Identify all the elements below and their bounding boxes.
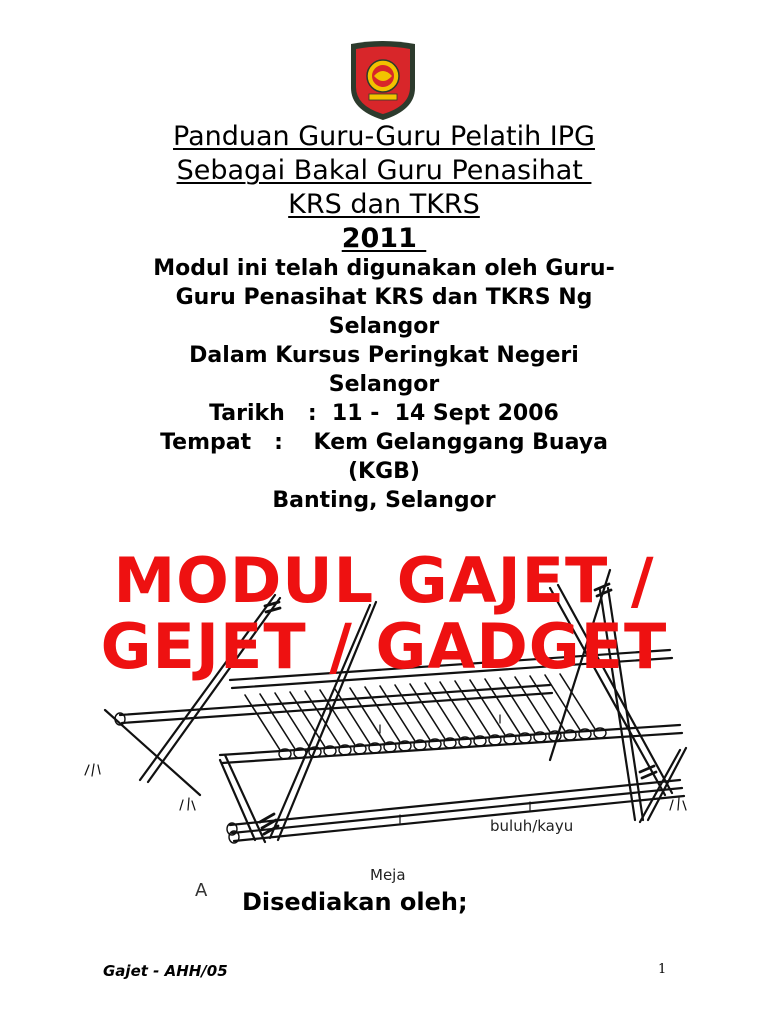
figure-marker: A bbox=[195, 880, 208, 901]
info-venue-abbr: (KGB) bbox=[348, 459, 420, 484]
info-line: Selangor bbox=[328, 372, 440, 397]
info-line: Modul ini telah digunakan oleh Guru- bbox=[153, 256, 615, 281]
title-line-1: Panduan Guru-Guru Pelatih IPG bbox=[173, 121, 595, 152]
scout-crest-icon bbox=[347, 40, 419, 122]
info-location: Banting, Selangor bbox=[272, 488, 496, 513]
footer-code: Gajet - AHH/05 bbox=[103, 962, 228, 980]
course-info bbox=[0, 254, 768, 515]
info-line: Selangor bbox=[328, 314, 440, 339]
info-venue: Tempat : Kem Gelanggang Buaya bbox=[160, 430, 608, 455]
document-title bbox=[0, 120, 768, 256]
object-label: Meja bbox=[370, 866, 406, 884]
page-number: 1 bbox=[658, 962, 667, 977]
material-label: buluh/kayu bbox=[490, 817, 574, 835]
info-line: Guru Penasihat KRS dan TKRS Ng bbox=[175, 285, 593, 310]
info-date: Tarikh : 11 - 14 Sept 2006 bbox=[209, 401, 559, 426]
info-line: Dalam Kursus Peringkat Negeri bbox=[189, 343, 579, 368]
title-line-2: Sebagai Bakal Guru Penasihat bbox=[176, 155, 592, 186]
module-title bbox=[0, 544, 768, 683]
prepared-by: Disediakan oleh; bbox=[242, 888, 468, 916]
title-year: 2011 bbox=[341, 223, 427, 254]
module-title-line-1: MODUL GAJET / bbox=[113, 544, 655, 617]
title-line-3: KRS dan TKRS bbox=[288, 189, 480, 220]
module-title-line-2: GEJET / GADGET bbox=[100, 610, 668, 683]
